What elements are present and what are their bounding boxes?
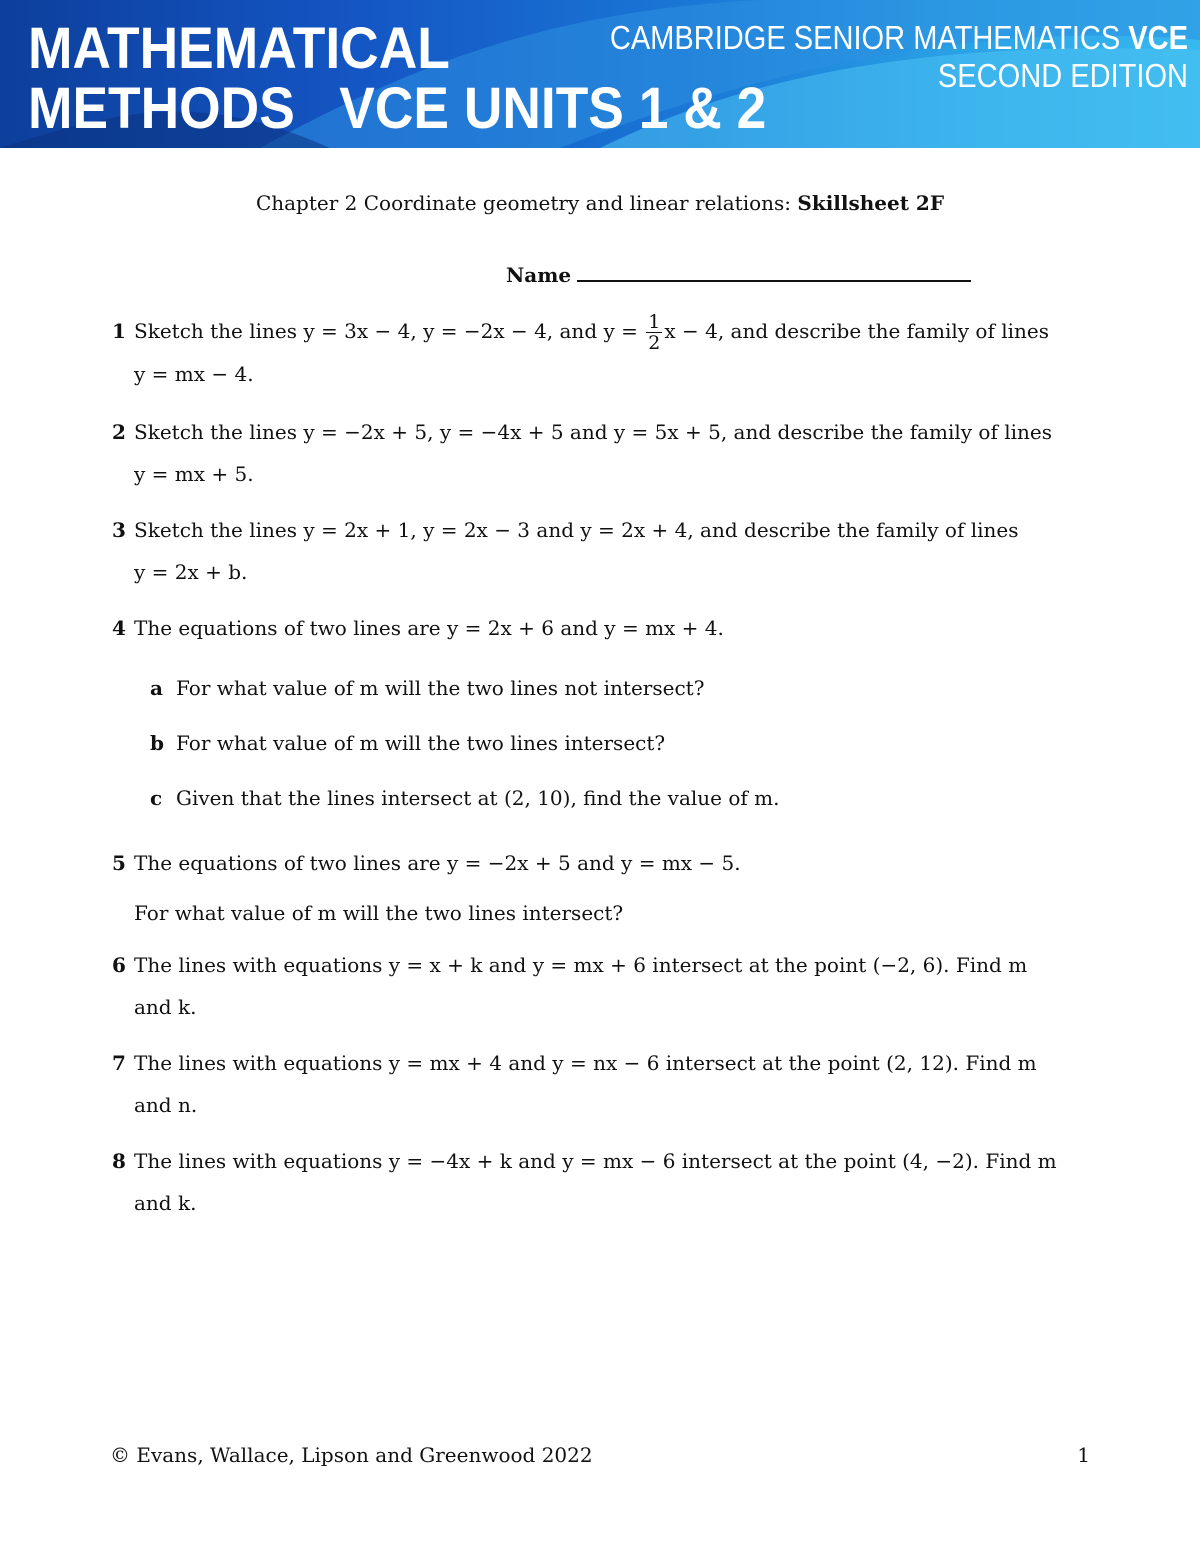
part-label: b bbox=[150, 731, 164, 755]
question-number: 6 bbox=[112, 953, 126, 977]
page-number: 1 bbox=[1077, 1443, 1090, 1467]
question-continuation: and n. bbox=[134, 1093, 198, 1117]
question-text: Sketch the lines y = −2x + 5, y = −4x + 5 and y = 5x + 5, and describe the family of lines bbox=[134, 420, 1053, 444]
series-title bbox=[610, 20, 1188, 56]
question-line bbox=[112, 944, 1090, 986]
question-line bbox=[112, 411, 1090, 453]
banner-title-line1: MATHEMATICAL bbox=[28, 16, 450, 81]
chapter-title: Chapter 2 Coordinate geometry and linear relations: bbox=[255, 191, 798, 215]
series-prefix: CAMBRIDGE SENIOR MATHEMATICS bbox=[609, 19, 1121, 56]
question-line bbox=[112, 509, 1090, 551]
question-number: 5 bbox=[112, 851, 126, 875]
question-line bbox=[112, 310, 1090, 353]
page-footer bbox=[110, 1440, 1090, 1470]
series-suffix: VCE bbox=[1128, 19, 1188, 56]
question-continuation: y = mx + 5. bbox=[134, 462, 254, 486]
name-field bbox=[506, 258, 971, 290]
question-number: 2 bbox=[112, 420, 126, 444]
question-continuation: y = mx − 4. bbox=[134, 362, 254, 386]
question-6 bbox=[112, 944, 1090, 1028]
fraction-denominator: 2 bbox=[648, 332, 661, 354]
question-1 bbox=[112, 310, 1090, 395]
question-number: 1 bbox=[112, 319, 126, 343]
page-title bbox=[0, 188, 1200, 218]
question-4 bbox=[112, 607, 1090, 649]
skillsheet-label: Skillsheet 2F bbox=[797, 191, 945, 215]
fraction bbox=[646, 312, 662, 353]
name-blank-line bbox=[577, 258, 971, 282]
question-2 bbox=[112, 411, 1090, 495]
header-banner bbox=[0, 0, 1200, 148]
part-text: For what value of m will the two lines not intersect? bbox=[176, 676, 705, 700]
question-4a bbox=[150, 673, 704, 703]
question-line bbox=[112, 607, 1090, 649]
question-3 bbox=[112, 509, 1090, 593]
question-number: 3 bbox=[112, 518, 126, 542]
question-5 bbox=[112, 838, 1090, 938]
question-text: The lines with equations y = x + k and y = mx + 6 intersect at the point (−2, 6). Find m bbox=[134, 953, 1028, 977]
part-text: For what value of m will the two lines intersect? bbox=[176, 731, 666, 755]
part-label: a bbox=[150, 676, 163, 700]
question-text: x − 4, and describe the family of lines bbox=[664, 319, 1049, 343]
question-text: The equations of two lines are y = 2x + 6 and y = mx + 4. bbox=[134, 616, 724, 640]
question-4b bbox=[150, 728, 665, 758]
edition-label: SECOND EDITION bbox=[937, 57, 1188, 94]
part-label: c bbox=[150, 786, 163, 810]
banner-title-line2: METHODS VCE UNITS 1 & 2 bbox=[28, 76, 767, 141]
series-name bbox=[610, 20, 1188, 96]
question-text: The lines with equations y = −4x + k and y = mx − 6 intersect at the point (4, −2). Find m bbox=[134, 1149, 1057, 1173]
question-text: Sketch the lines y = 2x + 1, y = 2x − 3 and y = 2x + 4, and describe the family of lines bbox=[134, 518, 1019, 542]
question-text: Sketch the lines y = 3x − 4, y = −2x − 4, and y = bbox=[134, 319, 645, 343]
question-7 bbox=[112, 1042, 1090, 1126]
question-line bbox=[112, 1140, 1090, 1182]
question-continuation: and k. bbox=[134, 995, 197, 1019]
question-number: 4 bbox=[112, 616, 126, 640]
copyright-notice: © Evans, Wallace, Lipson and Greenwood 2022 bbox=[110, 1443, 593, 1467]
question-4c bbox=[150, 783, 779, 813]
fraction-numerator: 1 bbox=[648, 311, 661, 333]
part-text: Given that the lines intersect at (2, 10), find the value of m. bbox=[176, 786, 780, 810]
name-label: Name bbox=[506, 263, 572, 287]
question-text: The lines with equations y = mx + 4 and y = nx − 6 intersect at the point (2, 12). Find m bbox=[134, 1051, 1037, 1075]
question-continuation: y = 2x + b. bbox=[134, 560, 248, 584]
question-text: The equations of two lines are y = −2x + 5 and y = mx − 5. bbox=[134, 851, 741, 875]
question-line bbox=[112, 838, 1090, 888]
question-8 bbox=[112, 1140, 1090, 1224]
question-number: 8 bbox=[112, 1149, 126, 1173]
question-number: 7 bbox=[112, 1051, 126, 1075]
question-line bbox=[112, 1042, 1090, 1084]
question-continuation: For what value of m will the two lines intersect? bbox=[134, 901, 624, 925]
question-continuation: and k. bbox=[134, 1191, 197, 1215]
